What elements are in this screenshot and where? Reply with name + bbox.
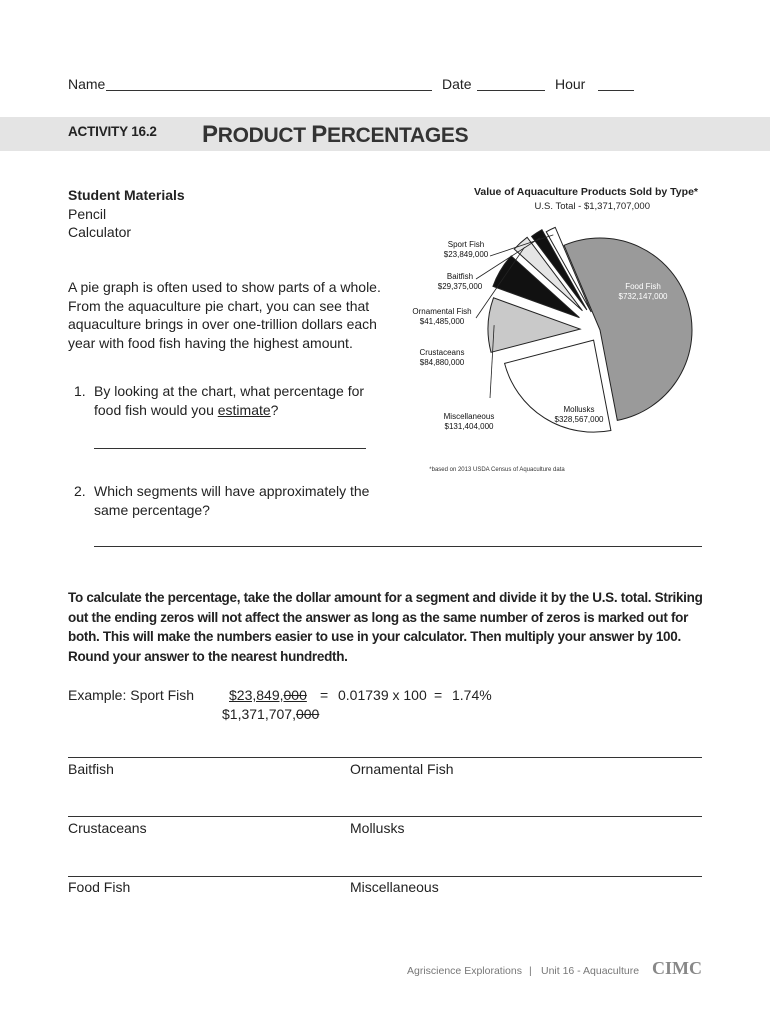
slice-name-miscellaneous: Miscellaneous [443, 412, 495, 421]
calc-label-baitfish: Baitfish [68, 761, 114, 777]
slice-value-miscellaneous: $131,404,000 [444, 422, 494, 431]
material-item: Pencil [68, 205, 107, 222]
example-equals: = [320, 687, 329, 703]
slice-value-mollusks: $328,567,000 [554, 415, 604, 424]
footer-separator: | [529, 965, 532, 977]
slice-value-sport-fish: $23,849,000 [443, 250, 489, 259]
example-equals: = [434, 687, 443, 703]
materials-heading: Student Materials [68, 187, 185, 203]
chart-title: Value of Aquaculture Products Sold by Type* [473, 186, 698, 198]
calc-label-mollusks: Mollusks [350, 820, 405, 836]
intro-paragraph: A pie graph is often used to show parts of a whole. From the aquaculture pie chart, you can see that aquaculture brings in over one-trillion dollars each year with food fish having the highest amount. [68, 279, 381, 351]
activity-label: ACTIVITY 16.2 [68, 124, 157, 139]
slice-value-crustaceans: $84,880,000 [419, 358, 465, 367]
calc-label-miscellaneous: Miscellaneous [350, 879, 439, 895]
calc-divider [68, 876, 702, 877]
slice-name-crustaceans: Crustaceans [419, 348, 465, 357]
slice-value-baitfish: $29,375,000 [437, 282, 483, 291]
example-expression: 0.01739 x 100 [338, 687, 427, 703]
answer-line-2[interactable] [94, 546, 702, 547]
example-denominator: $1,371,707,000 [222, 706, 320, 722]
calc-label-food-fish: Food Fish [68, 879, 131, 895]
date-label: Date [442, 76, 472, 92]
calc-label-ornamental-fish: Ornamental Fish [350, 761, 454, 777]
footer-course: Agriscience Explorations [407, 965, 522, 977]
instructions: To calculate the percentage, take the dollar amount for a segment and divide it by the U.S. total. Striking out the ending zeros will not affect the answer as long as the same number of zeros is marked out for both. This will make the numbers easier to use in your calculator. Then multiply your answer by 100. Round your answer to the nearest hundredth. [68, 590, 703, 664]
chart-subtitle: U.S. Total - $1,371,707,000 [534, 201, 650, 212]
calc-divider [68, 816, 702, 817]
calc-divider [68, 757, 702, 758]
question-2 [68, 482, 384, 519]
slice-name-ornamental-fish: Ornamental Fish [412, 307, 472, 316]
material-item: Calculator [68, 224, 132, 240]
slice-value-food-fish: $732,147,000 [618, 292, 668, 301]
name-label: Name [68, 76, 106, 92]
example-label: Example: Sport Fish [68, 687, 195, 703]
question-number: 1. [74, 383, 86, 399]
chart-footnote: *based on 2013 USDA Census of Aquaculture data [429, 467, 565, 473]
example-result: 1.74% [452, 687, 492, 703]
hour-label: Hour [555, 76, 586, 92]
page-title: PRODUCT PERCENTAGES [202, 121, 469, 148]
calc-label-crustaceans: Crustaceans [68, 820, 147, 836]
question-text: Which segments will have approximately the same percentage? [94, 483, 370, 518]
slice-name-sport-fish: Sport Fish [447, 240, 485, 249]
cimc-logo: CIMC [652, 958, 702, 978]
question-text: By looking at the chart, what percentage for food fish would you estimate? [94, 383, 365, 418]
pie-chart [0, 0, 770, 480]
slice-name-food-fish: Food Fish [625, 282, 661, 291]
slice-value-ornamental-fish: $41,485,000 [419, 317, 465, 326]
question-number: 2. [74, 483, 86, 499]
slice-name-baitfish: Baitfish [446, 272, 474, 281]
footer-unit: Unit 16 - Aquaculture [541, 965, 640, 977]
slice-name-mollusks: Mollusks [563, 405, 595, 414]
example-numerator: $23,849,000 [229, 687, 307, 703]
